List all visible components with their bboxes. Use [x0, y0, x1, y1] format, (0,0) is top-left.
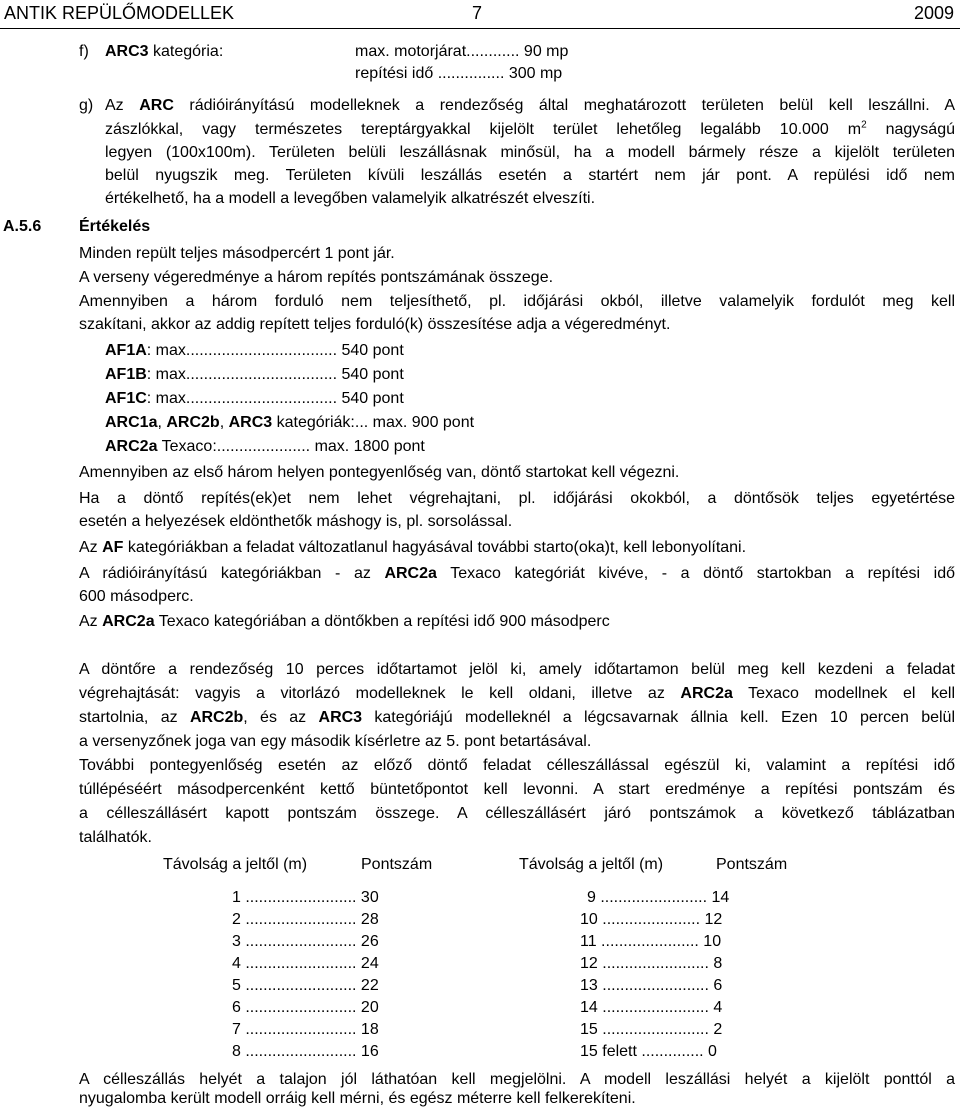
table-row-left: 3 ......................... 26 — [232, 933, 379, 950]
paragraph-window-2: végrehajtását: vagyis a vitorlázó modelleknek le kell oldani, illetve az ARC2a Texaco modellnek el kell — [79, 685, 956, 702]
table-row-left: 8 ......................... 16 — [232, 1043, 379, 1060]
table-row-right: 12 ........................ 8 — [580, 955, 723, 972]
max-row-arc2a: ARC2a Texaco:..................... max. 1800 pont — [105, 438, 425, 455]
max-row-af1a: AF1A: max.................................. 540 pont — [105, 342, 404, 359]
item-f-category: ARC3 kategória: — [105, 43, 224, 60]
table-row-right: 14 ........................ 4 — [580, 999, 723, 1016]
paragraph-target-2: nyugalomba került modell orráig kell mérni, és egész méterre kell felkerekíteni. — [79, 1090, 636, 1107]
table-row-right: 10 ...................... 12 — [580, 911, 723, 928]
paragraph-landing-1: További pontegyenlőség esetén az előző döntő feladat célleszállással egészül ki, valamint a repítési idő — [79, 757, 955, 774]
paragraph-af: Az AF kategóriákban a feladat változatlanul hagyásával további starto(oka)t, kell lebonyolítani. — [79, 539, 747, 556]
table-header-distance: Távolság a jeltől (m) — [163, 856, 308, 873]
page-number: 7 — [472, 3, 483, 23]
table-row-right: 9 ........................ 14 — [587, 889, 730, 906]
paragraph-landing-4: találhatók. — [79, 829, 152, 846]
paragraph-window-1: A döntőre a rendezőség 10 perces időtartamot jelöl ki, amely időtartamon belül meg kell kezdeni a feladat — [79, 661, 955, 678]
paragraph-tie: Amennyiben az első három helyen pontegyenlőség van, döntő startokat kell végezni. — [79, 464, 680, 481]
max-row-af1b: AF1B: max.................................. 540 pont — [105, 366, 404, 383]
item-f-flight-time: repítési idő ............... 300 mp — [355, 65, 563, 82]
paragraph-window-3: startolnia, az ARC2b, és az ARC3 kategóriájú modelleknél a légcsavarnak állnia kell. Ezen 10 percen belül — [79, 709, 956, 726]
item-f-label: f) — [79, 43, 89, 60]
table-row-right: 15 felett .............. 0 — [580, 1043, 717, 1060]
item-g-line-2: zászlókkal, vagy természetes tereptárgyakkal kijelölt terület lehetőleg legalább 10.000 $m^2$ nagyságú — [105, 119, 955, 138]
paragraph-landing-2: túllépéséért másodpercenként kettő büntetőpontot kell levonni. A start eredménye a repítési pontszám és — [79, 781, 955, 798]
table-header-points: Pontszám — [361, 856, 433, 873]
header-title: ANTIK REPÜLŐMODELLEK — [4, 3, 235, 23]
table-header-points: Pontszám — [716, 856, 788, 873]
paragraph-landing-3: a célleszállásért kapott pontszám összege. A célleszállásért járó pontszámok a következő táblázatban — [79, 805, 955, 822]
table-row-right: 15 ........................ 2 — [580, 1021, 723, 1038]
paragraph-result: A verseny végeredménye a három repítés pontszámának összege. — [79, 269, 554, 286]
item-g-line-1: Az ARC rádióirányítású modelleknek a rendezőség által meghatározott területen belül kell leszállni. A — [105, 97, 955, 114]
max-row-arc: ARC1a, ARC2b, ARC3 kategóriák:... max. 900 pont — [105, 414, 475, 431]
section-title: Értékelés — [79, 218, 151, 235]
table-row-left: 5 ......................... 22 — [232, 977, 379, 994]
paragraph-points: Minden repült teljes másodpercért 1 pont jár. — [79, 245, 395, 262]
paragraph-window-4: a versenyzőnek joga van egy második kísérletre az 5. pont betartásával. — [79, 733, 592, 750]
table-row-left: 1 ......................... 30 — [232, 889, 379, 906]
table-row-right: 11 ...................... 10 — [580, 933, 722, 950]
paragraph-radio-2: 600 másodperc. — [79, 588, 194, 605]
paragraph-final-2: esetén a helyezések eldönthetők máshogy is, pl. sorsolással. — [79, 513, 513, 530]
table-row-left: 6 ......................... 20 — [232, 999, 379, 1016]
table-row-left: 4 ......................... 24 — [232, 955, 379, 972]
item-g-line-3: legyen (100x100m). Területen belüli leszállásnak minősül, ha a modell bármely része a kijelölt területen — [105, 144, 955, 161]
item-g-line-5: értékelhető, ha a modell a levegőben valamelyik alkatrészét elveszíti. — [105, 190, 596, 207]
item-g-label: g) — [79, 97, 94, 114]
header-year: 2009 — [913, 3, 954, 23]
table-row-left: 7 ......................... 18 — [232, 1021, 379, 1038]
table-row-right: 13 ........................ 6 — [580, 977, 723, 994]
page-header — [0, 0, 960, 29]
table-row-left: 2 ......................... 28 — [232, 911, 379, 928]
item-f-motor: max. motorjárat............ 90 mp — [355, 43, 569, 60]
max-row-af1c: AF1C: max.................................. 540 pont — [105, 390, 404, 407]
table-header-distance: Távolság a jeltől (m) — [519, 856, 664, 873]
paragraph-radio-1: A rádióirányítású kategóriákban - az ARC2a Texaco kategóriát kivéve, - a döntő startokban a repítési idő — [79, 565, 955, 582]
item-g-line-4: belül nyugszik meg. Területen kívüli leszállás esetén a startért nem jár pont. A repülési idő nem — [105, 167, 955, 184]
paragraph-rounds-2: szakítani, akkor az addig repített teljes forduló(k) összesítése adja a végeredményt. — [79, 316, 671, 333]
paragraph-rounds-1: Amennyiben a három forduló nem teljesíthető, pl. időjárási okból, illetve valamelyik fordulót meg kell — [79, 293, 955, 310]
section-number: A.5.6 — [3, 218, 42, 235]
paragraph-arc2a: Az ARC2a Texaco kategóriában a döntőkben a repítési idő 900 másodperc — [79, 613, 610, 630]
paragraph-target-1: A célleszállás helyét a talajon jól láthatóan kell megjelölni. A modell leszállási helyét a kijelölt ponttól a — [79, 1071, 955, 1088]
paragraph-final-1: Ha a döntő repítés(ek)et nem lehet végrehajtani, pl. időjárási okokból, a döntősök teljes egyetértése — [79, 490, 955, 507]
